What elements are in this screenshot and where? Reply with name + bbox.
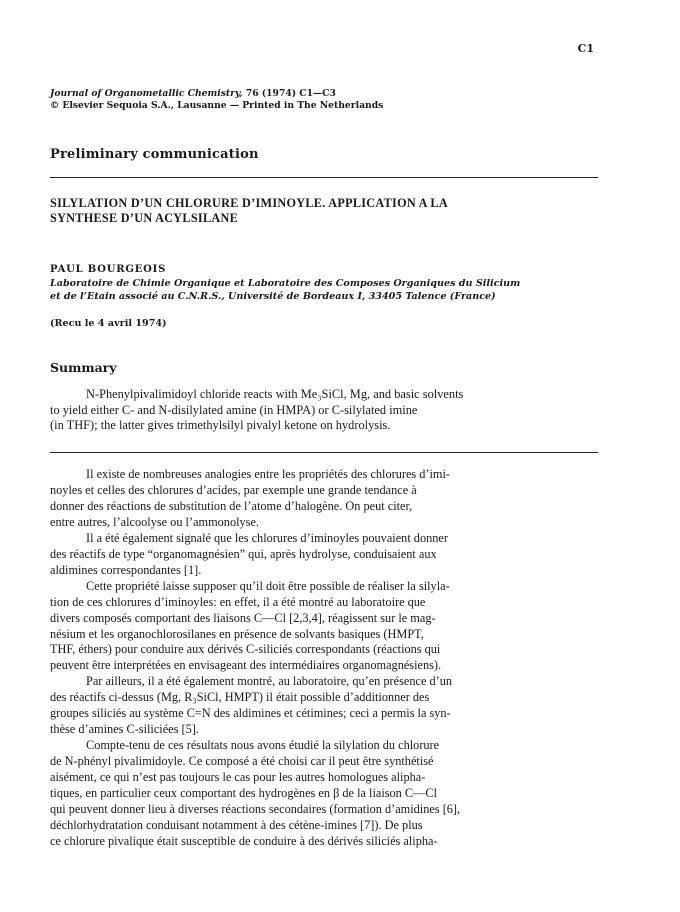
body-line: divers composés comportant des liaisons C—Cl [2,3,4], réagissent sur le mag- — [50, 610, 436, 625]
summary-line: (in THF); the latter gives trimethylsilyl pivalyl ketone on hydrolysis. — [50, 418, 391, 433]
title-line: SILYLATION D’UN CHLORURE D’IMINOYLE. APPLICATION A LA — [50, 196, 448, 210]
body-line: ce chlorure pivalique était susceptible de conduire à des dérivés siliciés alipha- — [50, 833, 438, 848]
top-rule — [50, 177, 598, 178]
section-label: Preliminary communication — [50, 147, 259, 162]
body-line: Par ailleurs, il a été également montré, au laboratoire, qu’en présence d’un — [86, 674, 453, 689]
body-line: entre autres, l’alcoolyse ou l’ammonolyse. — [50, 514, 259, 529]
body-line: déchlorhydratation conduisant notamment à des cétène-imines [7]). De plus — [50, 817, 423, 832]
author: PAUL BOURGEOIS — [50, 264, 167, 275]
page-number: C1 — [577, 42, 594, 55]
received-date: (Recu le 4 avril 1974) — [50, 318, 167, 329]
summary-line: to yield either C- and N-disilylated amine (in HMPA) or C-silylated imine — [50, 402, 418, 417]
body-line: THF, éthers) pour conduire aux dérivés C-siliciés correspondants (réactions qui — [50, 642, 441, 657]
journal-header — [50, 88, 383, 112]
body-line: qui peuvent donner lieu à diverses réactions secondaires (formation d’amidines [6], — [50, 802, 461, 817]
journal-citation — [50, 88, 383, 100]
affiliation — [50, 277, 520, 303]
body-line: nésium et les organochlorosilanes en présence de solvants basiques (HMPT, — [50, 626, 424, 641]
summary-heading: Summary — [50, 360, 117, 375]
body-text — [50, 467, 612, 850]
body-line: Cette propriété laisse supposer qu’il doit être possible de réaliser la silyla- — [86, 578, 450, 593]
summary-line: N-Phenylpivalimidoyl chloride reacts with Me₃SiCl, Mg, and basic solvents — [86, 387, 464, 401]
body-line: de N-phényl pivalimidoyle. Ce composé a été choisi car il peut être synthétisé — [50, 754, 434, 769]
body-line: aisément, ce qui n’est pas toujours le cas pour les autres homologues alipha- — [50, 770, 426, 785]
summary-rule — [50, 452, 598, 453]
publisher-line: © Elsevier Sequoia S.A., Lausanne — Printed in The Netherlands — [50, 100, 384, 111]
body-line: peuvent être interprétées en envisageant des intermédiaires organomagnésiens). — [50, 658, 442, 673]
body-line: des réactifs de type “organomagnésien” qui, après hydrolyse, conduisaient aux — [50, 546, 437, 561]
journal-name: Journal of Organometallic Chemistry, — [50, 88, 243, 99]
summary-text — [50, 387, 610, 434]
body-line: tion de ces chlorures d’iminoyles: en effet, il a été montré au laboratoire que — [50, 594, 426, 609]
article-title — [50, 196, 610, 226]
body-line: thèse d’amines C-siliciées [5]. — [50, 722, 199, 737]
body-line: Compte-tenu de ces résultats nous avons étudié la silylation du chlorure — [86, 738, 440, 753]
affiliation-line: Laboratoire de Chimie Organique et Laboratoire des Composes Organiques du Silicium — [50, 278, 521, 289]
body-line: tiques, en particulier ceux comportant des hydrogènes en β de la liaison C—Cl — [50, 786, 438, 801]
journal-volume: 76 (1974) C1—C3 — [242, 88, 336, 99]
body-line: Il existe de nombreuses analogies entre les propriétés des chlorures d’imi- — [86, 467, 451, 481]
body-line: aldimines correspondantes [1]. — [50, 562, 202, 577]
body-line: noyles et celles des chlorures d’acides, par exemple une grande tendance à — [50, 482, 417, 497]
body-line: Il a été également signalé que les chlorures d’iminoyles pouvaient donner — [86, 530, 448, 545]
title-line: SYNTHESE D’UN ACYLSILANE — [50, 211, 239, 225]
body-line: donner des réactions de substitution de l’atome d’halogène. On peut citer, — [50, 498, 413, 513]
affiliation-line: et de l’Etain associé au C.N.R.S., Université de Bordeaux I, 33405 Talence (France) — [50, 291, 496, 302]
body-line: des réactifs ci-dessus (Mg, R₃SiCl, HMPT) il était possible d’additionner des — [50, 690, 430, 705]
body-line: groupes siliciés au système C=N des aldimines et cétimines; ceci a permis la syn- — [50, 706, 451, 721]
